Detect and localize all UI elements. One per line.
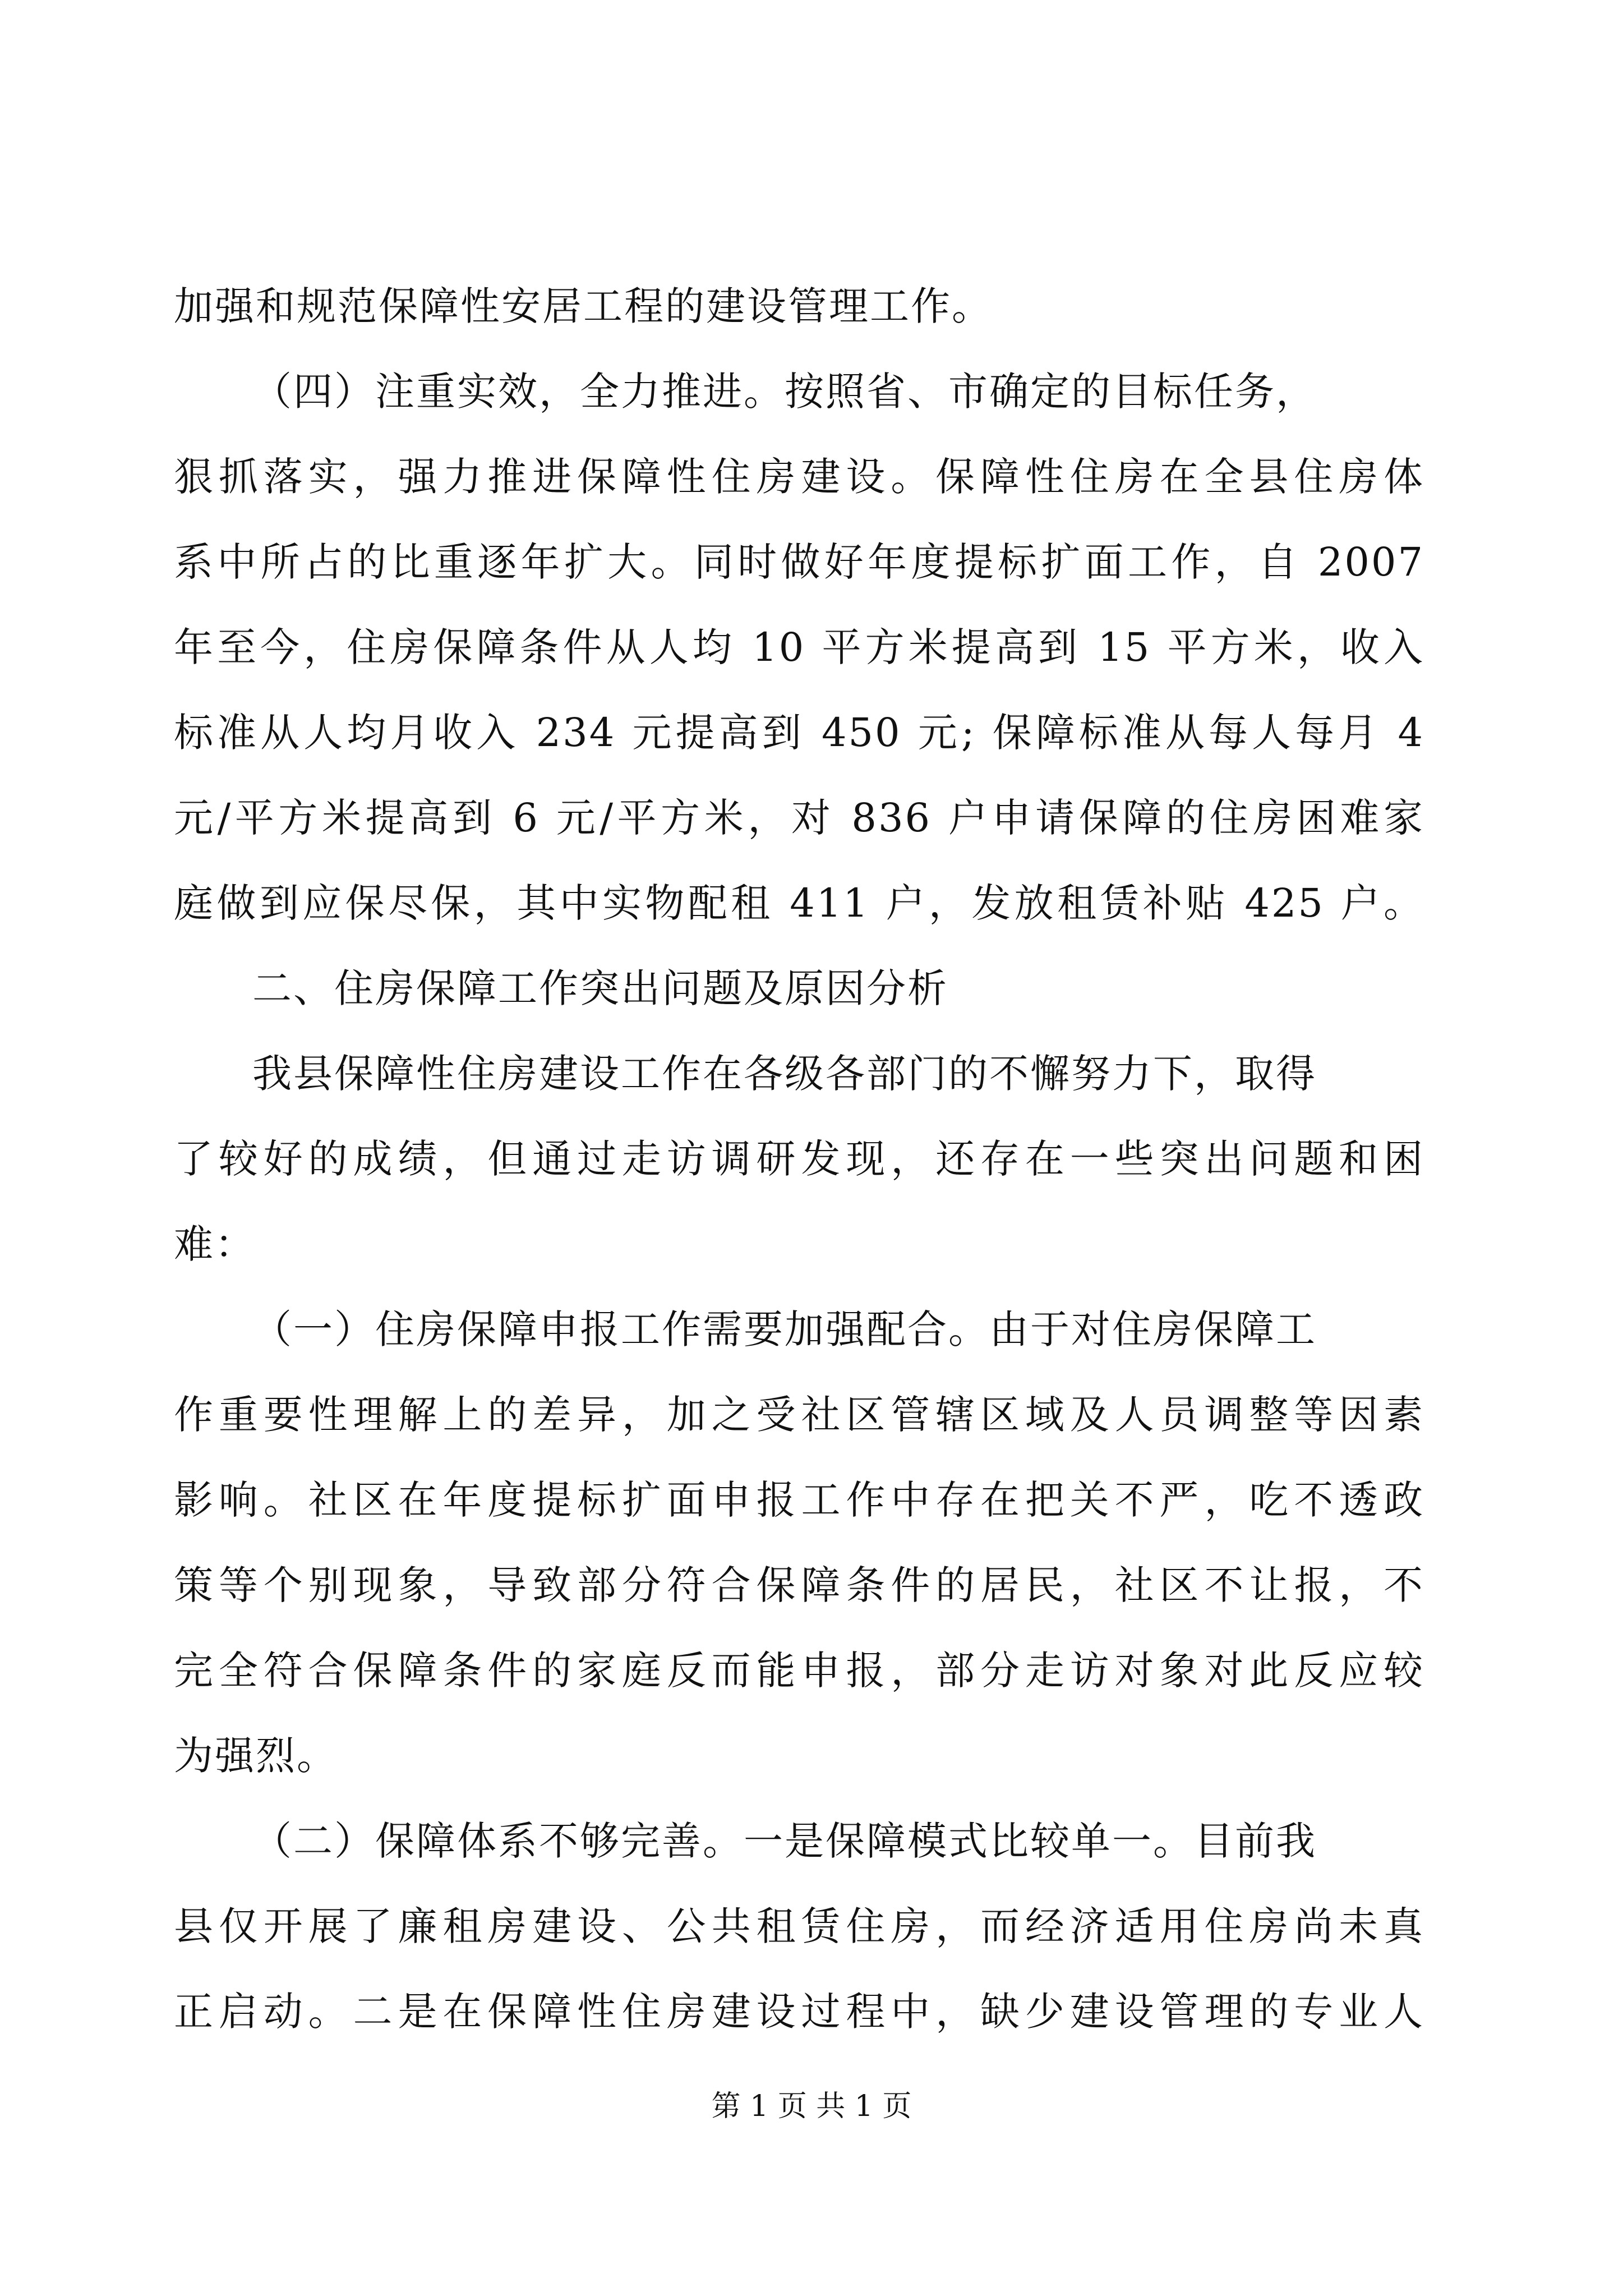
text-line: 完全符合保障条件的家庭反而能申报，部分走访对象对此反应较 — [174, 1648, 1424, 1694]
text-line: 了较好的成绩，但通过走访调研发现，还存在一些突出问题和困 — [174, 1136, 1424, 1182]
text-line: 年至今，住房保障条件从人均 10 平方米提高到 15 平方米，收入 — [174, 624, 1424, 670]
text-line: 加强和规范保障性安居工程的建设管理工作。 — [174, 283, 993, 329]
paragraph-heading-two: （二）保障体系不够完善。一是保障模式比较单一。目前我 — [252, 1818, 1317, 1864]
text-line: 影响。社区在年度提标扩面申报工作中存在把关不严，吃不透政 — [174, 1477, 1424, 1523]
text-line: 县仅开展了廉租房建设、公共租赁住房，而经济适用住房尚未真 — [174, 1903, 1424, 1949]
text-line: 正启动。二是在保障性住房建设过程中，缺少建设管理的专业人 — [174, 1989, 1424, 2035]
text-line: 庭做到应保尽保，其中实物配租 411 户，发放租赁补贴 425 户。 — [174, 880, 1424, 926]
text-line: 作重要性理解上的差异，加之受社区管辖区域及人员调整等因素 — [174, 1392, 1424, 1438]
text-line: 我县保障性住房建设工作在各级各部门的不懈努力下，取得 — [252, 1051, 1317, 1097]
paragraph-heading-four: （四）注重实效，全力推进。按照省、市确定的目标任务， — [252, 369, 1317, 415]
document-body — [174, 264, 1424, 2054]
text-line: 元/平方米提高到 6 元/平方米，对 836 户申请保障的住房困难家 — [174, 795, 1424, 841]
paragraph-heading-one: （一）住房保障申报工作需要加强配合。由于对住房保障工 — [252, 1306, 1317, 1352]
text-line: 狠抓落实，强力推进保障性住房建设。保障性住房在全县住房体 — [174, 454, 1424, 500]
page-footer: 第 1 页 共 1 页 — [711, 2090, 912, 2123]
text-line: 为强烈。 — [174, 1733, 338, 1779]
text-line: 难： — [174, 1221, 256, 1267]
text-line: 策等个别现象，导致部分符合保障条件的居民，社区不让报，不 — [174, 1562, 1424, 1608]
text-line: 标准从人均月收入 234 元提高到 450 元; 保障标准从每人每月 4 — [174, 710, 1424, 756]
section-heading: 二、住房保障工作突出问题及原因分析 — [252, 965, 948, 1011]
text-line: 系中所占的比重逐年扩大。同时做好年度提标扩面工作，自 2007 — [174, 539, 1424, 585]
